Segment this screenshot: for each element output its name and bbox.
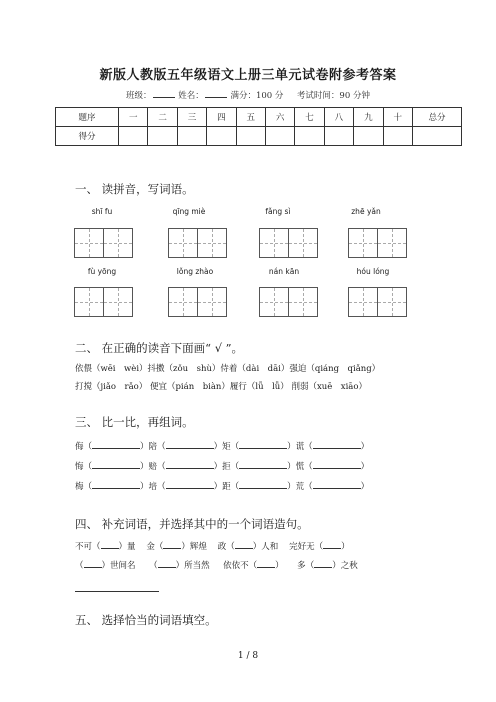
score-header-cell: 六 [265, 108, 294, 127]
idiom-text: 依依不 [223, 561, 249, 571]
score-header-cell: 总分 [413, 108, 462, 127]
char: 梅 [75, 482, 84, 492]
score-cell[interactable] [265, 127, 294, 146]
score-cell[interactable] [413, 127, 462, 146]
idiom-text: 多 [297, 561, 306, 571]
idiom-text: 世间名 [110, 561, 136, 571]
full-score: 满分：100 分 [230, 91, 284, 101]
score-cell[interactable] [236, 127, 265, 146]
char: 矩 [222, 442, 231, 452]
score-cell[interactable] [354, 127, 383, 146]
class-blank[interactable] [153, 89, 175, 98]
answer-blank[interactable] [101, 540, 119, 549]
score-cell[interactable] [324, 127, 353, 146]
compare-row: 悔（ ）赔（ ）拒（ ）慌（ ） [75, 462, 370, 472]
score-cell[interactable] [177, 127, 206, 146]
section-4-heading: 四、 补充词语，并选择其中的一个词语造句。 [75, 517, 309, 531]
score-cell[interactable] [119, 127, 148, 146]
score-table [55, 107, 462, 146]
answer-blank[interactable] [92, 460, 140, 469]
writing-grid[interactable] [348, 287, 407, 317]
idiom-text: 之秋 [340, 561, 358, 571]
pinyin-label: fǎng sì [265, 207, 291, 216]
score-header-cell: 四 [207, 108, 236, 127]
score-row-label: 得分 [56, 127, 119, 146]
answer-blank[interactable] [313, 440, 361, 449]
idiom-text: 量 [127, 542, 136, 552]
char: 侮 [75, 442, 84, 452]
char: 谎 [295, 442, 305, 452]
section-3-heading: 三、 比一比，再组词。 [75, 415, 194, 429]
pinyin-label: zhē yǎn [351, 207, 381, 216]
reading-choice-line[interactable]: 打搅（jiǎo rǎo） 便宜（pián biàn）履行（lǚ lǚ） 削弱（xuē xiāo） [75, 382, 367, 392]
page-title: 新版人教版五年级语文上册三单元试卷附参考答案 [99, 68, 397, 83]
score-header-cell: 一 [119, 108, 148, 127]
idiom-text: 完好无 [289, 542, 315, 552]
score-cell[interactable] [295, 127, 324, 146]
section-5-heading: 五、 选择恰当的词语填空。 [75, 613, 217, 627]
pinyin-label: lǒng zhào [176, 267, 214, 276]
char: 慌 [295, 462, 305, 472]
answer-blank[interactable] [323, 540, 341, 549]
score-header-cell: 题序 [56, 108, 119, 127]
score-cell[interactable] [383, 127, 412, 146]
score-table-score-row [56, 127, 462, 146]
exam-info [0, 89, 496, 101]
answer-blank[interactable] [313, 480, 361, 489]
pinyin-label: nán kān [268, 267, 300, 276]
char: 陪 [148, 442, 158, 452]
char: 悔 [75, 462, 84, 472]
idiom-text: 不可 [75, 542, 93, 552]
exam-time: 考试时间：90 分钟 [296, 91, 370, 101]
answer-blank[interactable] [84, 559, 102, 568]
writing-grid[interactable] [259, 228, 318, 258]
idiom-text: 金 [146, 542, 155, 552]
score-cell[interactable] [148, 127, 177, 146]
answer-blank[interactable] [92, 480, 140, 489]
score-header-cell: 五 [236, 108, 265, 127]
answer-blank[interactable] [239, 460, 287, 469]
score-header-cell: 八 [324, 108, 353, 127]
answer-blank[interactable] [314, 559, 332, 568]
class-label: 班级： [126, 91, 152, 101]
pinyin-label: hóu lóng [356, 267, 390, 276]
char: 培 [148, 482, 158, 492]
section-2-heading: 二、 在正确的读音下面画“ √ ”。 [75, 341, 244, 355]
compare-row: 侮（ ）陪（ ）矩（ ）谎（ ） [75, 442, 370, 452]
score-cell[interactable] [207, 127, 236, 146]
idiom-text: 所当然 [184, 561, 210, 571]
page-number: 1 / 8 [237, 651, 259, 661]
compare-row: 梅（ ）培（ ）距（ ）荒（ ） [75, 482, 370, 492]
writing-grid[interactable] [259, 287, 318, 317]
answer-blank[interactable] [166, 480, 214, 489]
idiom-row: （ ）世间名 （ ）所当然 依依不（ ） 多（ ）之秋 [75, 561, 358, 571]
answer-blank[interactable] [158, 559, 176, 568]
writing-grid[interactable] [348, 228, 407, 258]
char: 荒 [295, 482, 305, 492]
writing-grid[interactable] [74, 287, 133, 317]
char: 距 [222, 482, 231, 492]
pinyin-label: fù yōng [87, 267, 117, 276]
score-header-cell: 三 [177, 108, 206, 127]
writing-grid[interactable] [168, 228, 227, 258]
score-header-cell: 七 [295, 108, 324, 127]
score-header-cell: 十 [383, 108, 412, 127]
answer-blank[interactable] [166, 440, 214, 449]
char: 赔 [148, 462, 158, 472]
sentence-answer-line[interactable] [75, 591, 159, 592]
reading-choice-line[interactable]: 依偎（wēi wèi）抖擞（zǒu shù）侍着（dài dāi）强迫（qiáng qiǎng） [75, 364, 381, 374]
answer-blank[interactable] [257, 559, 275, 568]
answer-blank[interactable] [163, 540, 181, 549]
answer-blank[interactable] [313, 460, 361, 469]
char: 拒 [222, 462, 231, 472]
idiom-text: 政 [217, 542, 227, 552]
writing-grid[interactable] [74, 228, 133, 258]
idiom-text: 人和 [261, 542, 279, 552]
answer-blank[interactable] [239, 440, 287, 449]
idiom-row: 不可（ ）量 金（ ）辉煌 政（ ）人和 完好无（ ） [75, 542, 350, 552]
score-header-cell: 九 [354, 108, 383, 127]
answer-blank[interactable] [235, 540, 253, 549]
section-1-heading: 一、 读拼音，写词语。 [75, 182, 194, 196]
name-label: 姓名： [178, 91, 204, 101]
writing-grid[interactable] [168, 287, 227, 317]
answer-blank[interactable] [92, 440, 140, 449]
score-table-header-row [56, 108, 462, 127]
name-blank[interactable] [205, 89, 227, 98]
idiom-text: 辉煌 [189, 542, 207, 552]
answer-blank[interactable] [239, 480, 287, 489]
pinyin-label: qīng miè [172, 207, 206, 216]
pinyin-label: shī fu [91, 207, 113, 216]
score-header-cell: 二 [148, 108, 177, 127]
answer-blank[interactable] [166, 460, 214, 469]
